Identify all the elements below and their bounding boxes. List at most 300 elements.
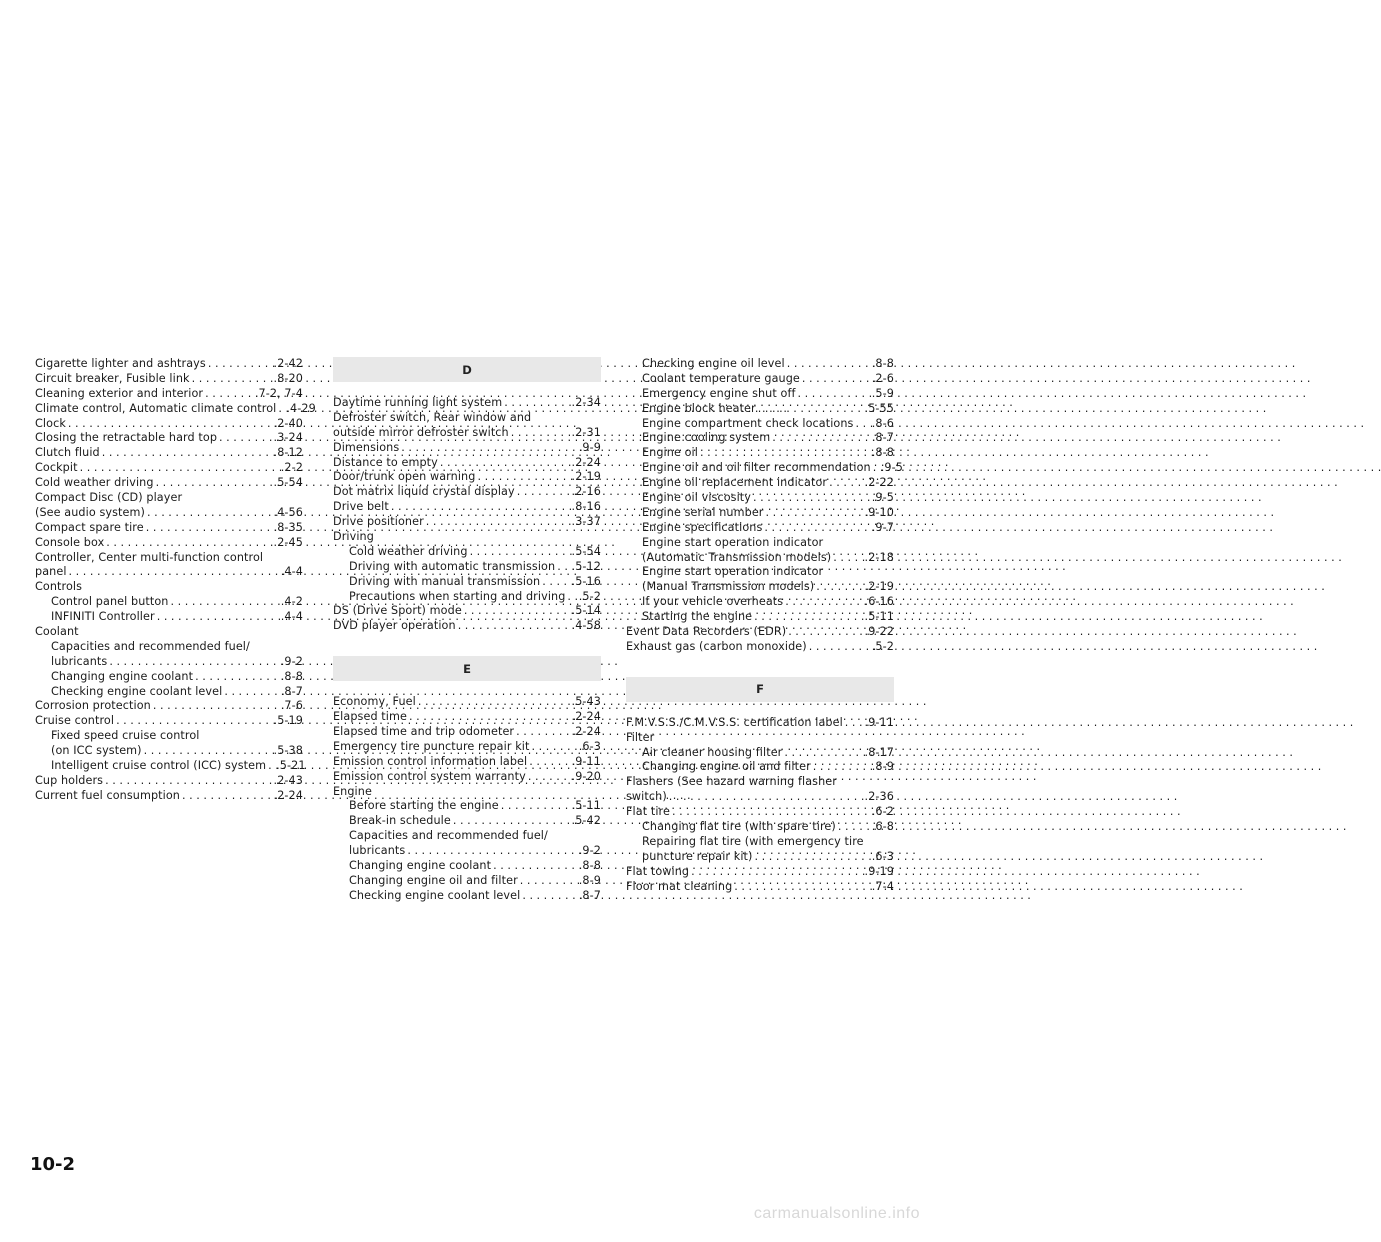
index-entry: [626, 446, 894, 461]
index-entry: [333, 560, 601, 575]
index-entry-page: .2-45: [273, 535, 303, 549]
index-entry: [626, 402, 894, 417]
index-entry-page: .5-2: [578, 589, 601, 603]
index-entry: [626, 820, 894, 835]
index-entry-page: .4-2: [280, 595, 303, 609]
index-entry-text: Console box: [35, 535, 105, 549]
dot-leader: [871, 461, 881, 476]
dot-leader: [811, 760, 872, 775]
index-entry-page: .6-8: [871, 820, 894, 834]
index-entry-text: Economy, Fuel: [333, 695, 416, 709]
index-entry-text: Engine oil and oil filter recommendation: [642, 461, 871, 475]
index-entry: [35, 565, 303, 580]
dot-leader: [698, 446, 872, 461]
page-number: 10-2: [30, 1154, 76, 1175]
index-entry-text: Precautions when starting and driving: [349, 589, 566, 603]
index-entry-text: Engine specifications: [642, 520, 763, 534]
index-entry-text: Repairing flat tire (with emergency tire: [642, 834, 864, 848]
index-entry: [35, 685, 303, 700]
index-entry-page: .3-37: [571, 515, 601, 529]
dot-leader: [800, 372, 872, 387]
index-entry-text: Current fuel consumption: [35, 788, 180, 802]
index-entry-page: .5-43: [571, 695, 601, 709]
index-entry-text: DVD player operation: [333, 619, 456, 633]
index-entry-text: Engine: [333, 784, 372, 798]
section-header-f: F: [626, 677, 894, 702]
index-entry-page: .2-24: [571, 725, 601, 739]
index-entry: [626, 536, 894, 551]
index-entry-text: Changing engine coolant: [349, 859, 492, 873]
index-entry-page: .2-31: [571, 425, 601, 439]
index-entry: [333, 485, 601, 500]
dot-leader: [786, 625, 864, 640]
index-entry-text: Filter: [626, 730, 655, 744]
index-entry: [35, 580, 303, 595]
index-column-2: [333, 357, 601, 904]
index-entry-text: Exhaust gas (carbon monoxide): [626, 639, 807, 653]
index-entry: [333, 441, 601, 456]
index-entry-page: .5-54: [273, 476, 303, 490]
index-section-f: [626, 716, 894, 895]
index-entry-page: .8-9: [578, 873, 601, 887]
index-entry: [626, 790, 894, 805]
index-entry: [35, 387, 303, 402]
index-entry-page: .7-4: [871, 879, 894, 893]
index-entry-page: .8-8: [578, 859, 601, 873]
index-entry-text: Floor mat cleaning: [626, 879, 733, 893]
dot-leader: [266, 759, 276, 774]
index-entry: [35, 744, 303, 759]
index-entry-text: lubricants: [51, 654, 108, 668]
dot-leader: [499, 799, 572, 814]
index-entry: [333, 740, 601, 755]
index-entry-page: .7-6: [280, 699, 303, 713]
index-entry: [626, 476, 894, 491]
index-entry: [333, 426, 601, 441]
index-entry-text: Engine cooling system: [642, 431, 771, 445]
index-entry: [333, 470, 601, 485]
index-entry: [333, 874, 601, 889]
index-entry: [626, 760, 894, 775]
index-entry: [35, 610, 303, 625]
dot-leader: [217, 431, 274, 446]
index-entry: [35, 461, 303, 476]
dot-leader: [518, 874, 579, 889]
index-entry-text: Cold weather driving: [349, 544, 468, 558]
index-entry-text: panel: [35, 565, 67, 579]
dot-leader: [151, 699, 281, 714]
index-entry-page: .2-18: [864, 550, 894, 564]
index-entry-text: Compact spare tire: [35, 520, 144, 534]
index-entry: [35, 446, 303, 461]
dot-leader: [416, 695, 572, 710]
index-entry: [626, 625, 894, 640]
index-entry-page: .6-2: [871, 805, 894, 819]
index-entry-page: .2-2: [280, 461, 303, 475]
index-entry: [333, 799, 601, 814]
index-entry-text: Flat towing: [626, 864, 690, 878]
dot-leader: [103, 774, 273, 789]
dot-leader: [526, 770, 572, 785]
index-entry-text: Controls: [35, 580, 83, 594]
section-header-e: E: [333, 656, 601, 681]
dot-leader: [407, 710, 572, 725]
index-entry-page: .2-24: [571, 710, 601, 724]
dot-leader: [836, 820, 872, 835]
index-entry: [626, 716, 894, 731]
index-entry: [35, 431, 303, 446]
index-entry-page: .4-4: [280, 565, 303, 579]
index-entry: [35, 357, 303, 372]
index-entry-text: Changing engine oil and filter: [349, 873, 518, 887]
index-entry: [333, 590, 601, 605]
index-entry: [626, 417, 894, 432]
dot-leader: [389, 500, 572, 515]
index-entry-text: Air cleaner housing filter: [642, 745, 783, 759]
index-entry-text: F.M.V.S.S./C.M.V.S.S. certification label: [626, 715, 843, 729]
index-section-e: [333, 695, 601, 903]
dot-leader: [78, 461, 281, 476]
section-header-d: D: [333, 357, 601, 382]
index-entry: [333, 829, 601, 844]
index-entry: [333, 859, 601, 874]
index-entry-text: Climate control, Automatic climate control: [35, 401, 277, 415]
dot-leader: [100, 446, 274, 461]
index-entry-page: .9-10: [864, 505, 894, 519]
index-entry-text: Cruise control: [35, 714, 115, 728]
index-entry: [333, 785, 601, 800]
dot-leader: [853, 417, 871, 432]
index-entry: [626, 640, 894, 655]
index-entry-text: Emission control system warranty: [333, 769, 526, 783]
index-entry: [333, 515, 601, 530]
index-entry-page: .2-16: [571, 485, 601, 499]
index-entry: [35, 417, 303, 432]
index-entry-page: .2-36: [864, 790, 894, 804]
index-entry: [35, 506, 303, 521]
index-entry-text: INFINITI Controller: [51, 610, 155, 624]
index-entry-text: Cigarette lighter and ashtrays: [35, 357, 206, 370]
index-entry: [626, 357, 894, 372]
index-entry-text: If your vehicle overheats: [642, 595, 784, 609]
index-entry-text: Closing the retractable hard top: [35, 431, 218, 445]
dot-leader: [399, 441, 578, 456]
index-entry-text: Dimensions: [333, 440, 400, 454]
index-entry-text: Cold weather driving: [35, 476, 154, 490]
index-entry-page: .8-8: [280, 669, 303, 683]
index-column-1: [35, 357, 316, 804]
dot-leader: [468, 545, 572, 560]
dot-leader: [438, 456, 572, 471]
index-entry: [626, 461, 903, 476]
index-entry-page: .5-12: [571, 559, 601, 573]
index-entry: [626, 565, 894, 580]
index-entry: [626, 610, 894, 625]
index-entry: [35, 625, 303, 640]
dot-leader: [190, 372, 274, 387]
index-entry: [626, 506, 894, 521]
index-entry-text: Before starting the engine: [349, 799, 499, 813]
index-entry-text: Drive positioner: [333, 515, 424, 529]
index-entry: [626, 551, 894, 566]
dot-leader: [689, 865, 864, 880]
index-entry-page: .5-11: [571, 799, 601, 813]
index-entry-page: .9-22: [864, 625, 894, 639]
index-entry: [333, 889, 601, 904]
index-entry: [626, 880, 894, 895]
dot-leader: [203, 387, 255, 402]
index-entry-text: Coolant temperature gauge: [642, 371, 800, 385]
dot-leader: [529, 740, 578, 755]
index-entry: [35, 670, 303, 685]
index-entry: [35, 655, 303, 670]
index-entry: [35, 595, 303, 610]
index-entry-text: Cup holders: [35, 773, 104, 787]
index-entry: [35, 759, 306, 774]
index-entry: [626, 850, 894, 865]
index-entry: [333, 530, 601, 545]
dot-leader: [831, 551, 864, 566]
dot-leader: [753, 850, 872, 865]
index-entry-page: .2-6: [871, 371, 894, 385]
index-entry-page: .2-22: [864, 476, 894, 490]
dot-leader: [475, 470, 571, 485]
index-entry: [35, 699, 303, 714]
dot-leader: [424, 515, 572, 530]
index-entry: [35, 491, 303, 506]
index-entry-page: .2-24: [273, 788, 303, 802]
dot-leader: [142, 744, 274, 759]
index-column-3: [626, 357, 903, 895]
dot-leader: [169, 595, 281, 610]
dot-leader: [783, 595, 864, 610]
index-entry: [35, 729, 303, 744]
index-entry: [35, 789, 303, 804]
dot-leader: [732, 880, 871, 895]
index-entry-page: .6-3: [871, 849, 894, 863]
index-entry-page: .8-20: [273, 371, 303, 385]
dot-leader: [756, 402, 865, 417]
index-entry-text: Controller, Center multi-function control: [35, 550, 264, 564]
index-entry-page: .8-8: [871, 357, 894, 370]
index-entry-text: Flat tire: [626, 805, 670, 819]
index-entry: [35, 774, 303, 789]
index-entry-text: Engine oil: [642, 446, 698, 460]
index-entry-text: Engine serial number: [642, 505, 764, 519]
dot-leader: [222, 685, 280, 700]
dot-leader: [502, 396, 571, 411]
dot-leader: [670, 805, 872, 820]
dot-leader: [154, 476, 274, 491]
index-entry-page: .8-9: [871, 760, 894, 774]
dot-leader: [565, 590, 578, 605]
index-entry: [626, 491, 894, 506]
index-entry-page: .9-11: [571, 754, 601, 768]
index-entry: [35, 536, 303, 551]
watermark-logo: carmanualsonline.info: [753, 1205, 920, 1222]
index-entry: [626, 580, 894, 595]
dot-leader: [540, 575, 571, 590]
index-entry-text: Driving with automatic transmission: [349, 559, 556, 573]
index-entry-page: .6-3: [578, 739, 601, 753]
index-entry: [333, 695, 601, 710]
index-entry-page: .7-2, 7-4: [254, 386, 303, 400]
index-entry-text: Elapsed time: [333, 710, 407, 724]
dot-leader: [145, 506, 274, 521]
index-entry-text: Daytime running light system: [333, 396, 503, 409]
dot-leader: [807, 640, 872, 655]
dot-leader: [527, 755, 571, 770]
index-entry: [35, 714, 303, 729]
index-entry-page: .6-16: [864, 595, 894, 609]
index-entry: [333, 770, 601, 785]
index-entry-page: .4-4: [280, 610, 303, 624]
index-entry: [35, 401, 316, 417]
index-entry-page: .2-43: [273, 773, 303, 787]
index-entry: [333, 604, 601, 619]
dot-leader: [796, 387, 872, 402]
index-entry: [333, 456, 601, 471]
index-entry-text: lubricants: [349, 844, 406, 858]
index-entry: [626, 805, 894, 820]
index-entry: [333, 575, 601, 590]
index-entry-text: Clock: [35, 416, 66, 430]
index-entry-text: Break-in schedule: [349, 814, 451, 828]
index-entry-page: .2-24: [571, 455, 601, 469]
index-entry-page: .4-56: [273, 505, 303, 519]
index-entry-page: .5-16: [571, 574, 601, 588]
index-entry-text: (Automatic Transmission models): [642, 550, 832, 564]
index-entry: [333, 755, 601, 770]
index-entry: [333, 500, 601, 515]
index-entry-text: Engine start operation indicator: [642, 565, 824, 579]
dot-leader: [66, 417, 274, 432]
index-entry: [626, 731, 894, 746]
dot-leader: [827, 476, 864, 491]
index-entry-text: (Manual Transmission models): [642, 580, 815, 594]
index-entry-page: .2-40: [273, 416, 303, 430]
index-entry-page: .9-19: [864, 864, 894, 878]
index-entry-page: .9-5: [871, 491, 894, 505]
index-entry-text: Changing engine oil and filter: [642, 760, 811, 774]
index-entry: [626, 372, 894, 387]
index-entry-page: .8-8: [871, 446, 894, 460]
index-entry: [333, 545, 601, 560]
index-entry: [35, 521, 303, 536]
index-entry-page: .9-2: [280, 654, 303, 668]
index-entry-page: .8-17: [864, 745, 894, 759]
index-entry-page: .3-24: [273, 431, 303, 445]
dot-leader: [770, 431, 872, 446]
index-entry-page: .5-55: [864, 401, 894, 415]
index-entry-page: .2-19: [864, 580, 894, 594]
index-entry-text: Distance to empty: [333, 455, 438, 469]
index-entry-text: Coolant: [35, 625, 79, 639]
index-entry-page: .4-58: [571, 619, 601, 633]
index-entry-text: Fixed speed cruise control: [51, 729, 200, 743]
index-entry-text: Driving with manual transmission: [349, 574, 541, 588]
dot-leader: [752, 610, 864, 625]
index-entry: [626, 595, 894, 610]
index-entry: [333, 619, 601, 634]
dot-leader: [843, 716, 865, 731]
dot-leader: [555, 560, 571, 575]
index-entry-page: .5-54: [571, 544, 601, 558]
index-entry: [626, 521, 894, 536]
dot-leader: [520, 889, 578, 904]
index-entry-text: Defroster switch, Rear window and: [333, 410, 532, 424]
index-entry-text: Elapsed time and trip odometer: [333, 725, 515, 739]
index-entry-page: .5-42: [571, 814, 601, 828]
index-entry-text: DS (Drive Sport) mode: [333, 604, 462, 618]
index-entry-page: .5-2: [871, 639, 894, 653]
index-section-d: [333, 396, 601, 634]
index-entry: [35, 551, 303, 566]
index-entry: [626, 865, 894, 880]
index-entry-text: Control panel button: [51, 595, 169, 609]
index-entry: [626, 835, 894, 850]
index-entry-text: Engine start operation indicator: [642, 535, 824, 549]
index-entry-page: .9-11: [864, 715, 894, 729]
index-entry-page: .9-2: [578, 844, 601, 858]
dot-leader: [107, 655, 280, 670]
index-entry-text: Circuit breaker, Fusible link: [35, 371, 190, 385]
index-entry-text: Intelligent cruise control (ICC) system: [51, 759, 267, 773]
index-entry-page: .5-14: [571, 604, 601, 618]
index-entry: [626, 387, 894, 402]
index-section-e-continued: [626, 357, 903, 655]
index-entry-page: .8-16: [571, 500, 601, 514]
index-entry-page: .5-11: [864, 610, 894, 624]
index-entry-page: .5-21: [276, 759, 306, 773]
index-entry-page: .8-7: [578, 888, 601, 902]
index-entry: [35, 476, 303, 491]
dot-leader: [785, 357, 872, 372]
index-entry-text: Changing engine coolant: [51, 669, 194, 683]
index-entry-page: .9-5: [880, 461, 903, 475]
index-entry-text: Flashers (See hazard warning flasher: [626, 775, 837, 789]
dot-leader: [782, 746, 864, 761]
index-entry-page: .9-9: [578, 440, 601, 454]
index-entry: [333, 725, 601, 740]
index-entry-page: .2-42: [273, 357, 303, 370]
index-entry-page: .8-12: [273, 446, 303, 460]
index-entry-page: .8-7: [871, 431, 894, 445]
dot-leader: [514, 725, 571, 740]
index-entry-page: .8-7: [280, 684, 303, 698]
index-entry-page: .2-34: [571, 396, 601, 409]
dot-leader: [509, 426, 572, 441]
index-entry-page: .5-38: [273, 744, 303, 758]
index-entry: [626, 746, 894, 761]
dot-leader: [276, 402, 286, 417]
index-entry-text: Emission control information label: [333, 754, 528, 768]
index-entry: [333, 411, 601, 426]
index-entry: [333, 844, 601, 859]
index-entry-text: Capacities and recommended fuel/: [349, 829, 548, 843]
index-entry-page: .9-20: [571, 769, 601, 783]
dot-leader: [114, 714, 273, 729]
index-entry-text: Cleaning exterior and interior: [35, 386, 204, 400]
index-entry-page: .4-29: [286, 401, 316, 415]
index-entry: [626, 431, 894, 446]
index-entry-text: (on ICC system): [51, 744, 142, 758]
dot-leader: [155, 610, 281, 625]
dot-leader: [462, 604, 572, 619]
dot-leader: [193, 670, 281, 685]
index-entry-page: .8-6: [871, 416, 894, 430]
index-entry-text: puncture repair kit): [642, 849, 753, 863]
